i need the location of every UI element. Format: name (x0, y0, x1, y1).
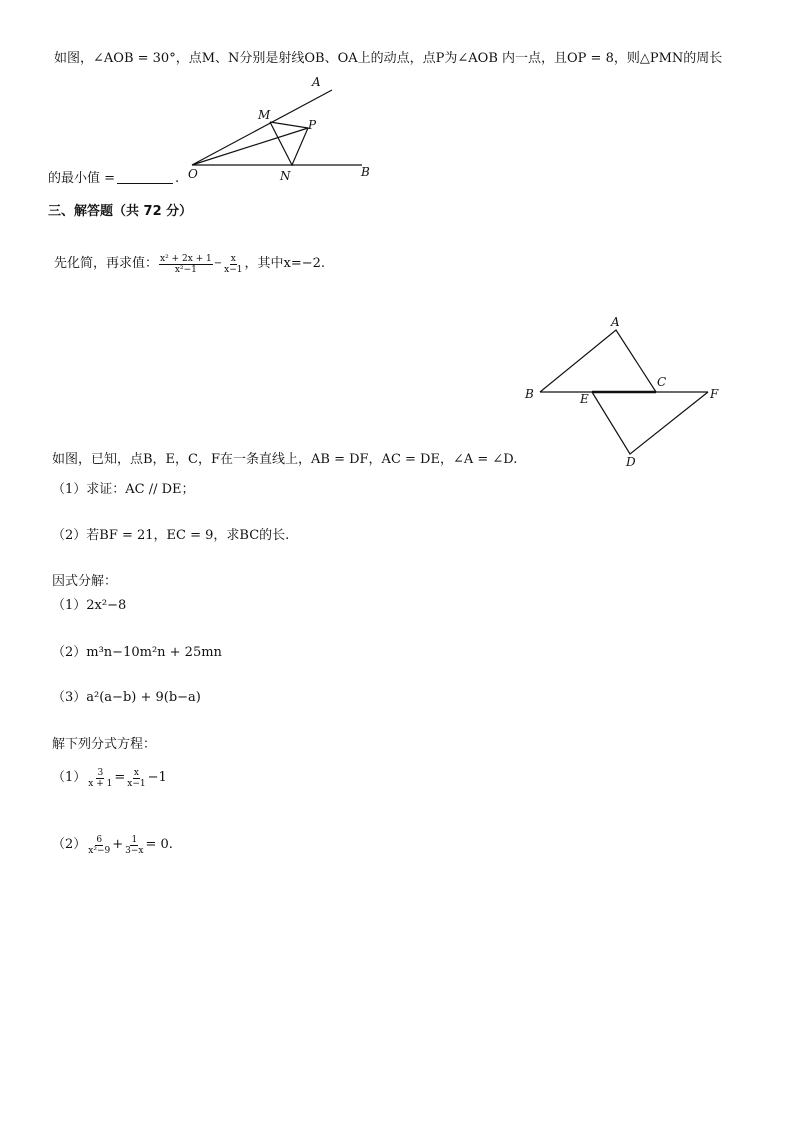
label-p: P (308, 118, 317, 132)
question-5-title: 解下列分式方程： (52, 737, 157, 752)
q5-p2-f2-numerator: 1 (131, 834, 138, 845)
question-4-part-3: （3）a²(a−b) + 9(b−a) (52, 690, 201, 705)
q5-p1-f2-denominator: x−1 (127, 778, 146, 789)
question-1-period: . (175, 171, 180, 186)
question-1-answer-line (48, 171, 179, 187)
label-a: A (312, 75, 321, 89)
label-b: B (361, 165, 370, 179)
q5-p2-plus: + (112, 837, 124, 852)
q5-p1-equals: = (114, 770, 126, 785)
fraction-2-denominator: x−1 (224, 264, 243, 275)
triangle-pmn (270, 122, 308, 165)
fraction-2 (223, 254, 243, 275)
q5-p2-tail: = 0. (145, 837, 173, 852)
q5-p1-f1-numerator: 3 (97, 767, 104, 778)
fraction-1-denominator: x²−1 (174, 264, 197, 275)
triangle-abc (540, 330, 656, 392)
q5-p1-tail: −1 (147, 770, 167, 785)
q5-p1-f2-numerator: x (133, 767, 139, 778)
label-b2: B (525, 387, 534, 401)
label-n: N (280, 169, 291, 183)
label-f2: F (710, 387, 719, 401)
q5-p2-fraction-1 (87, 835, 111, 856)
label-e2: E (580, 392, 589, 406)
q5-p2-fraction-2 (124, 835, 144, 856)
question-3-part-1: （1）求证：AC // DE； (52, 482, 195, 497)
minus-sign: − (213, 258, 223, 269)
figure-angle-aob (180, 72, 380, 184)
label-c2: C (657, 375, 667, 389)
q5-p2-f1-numerator: 6 (96, 834, 103, 845)
triangle-def (592, 392, 708, 454)
question-1-text: 如图，∠AOB = 30°，点M、N分别是射线OB、OA上的动点，点P为∠AOB 内一点，且OP = 8，则△PMN的周长 (54, 51, 723, 66)
question-3-stem: 如图，已知，点B，E，C，F在一条直线上，AB = DF，AC = DE，∠A = ∠D. (52, 452, 518, 467)
section-heading: 三、解答题（共 72 分） (48, 204, 193, 219)
q5-p1-f1-denominator: x + 1 (88, 778, 113, 789)
fraction-1-numerator: x² + 2x + 1 (160, 253, 212, 264)
question-4-title: 因式分解： (52, 574, 118, 589)
fraction-1 (159, 254, 213, 275)
q5-p1-label: （1） (52, 770, 87, 785)
figure-triangles (518, 312, 728, 472)
label-o: O (188, 167, 198, 181)
label-d2: D (626, 455, 636, 469)
fraction-2-numerator: x (230, 253, 236, 264)
q5-p1-fraction-1 (87, 768, 113, 789)
q5-p2-f2-denominator: 3−x (125, 845, 144, 856)
question-2-prefix: 先化简，再求值： (54, 256, 159, 271)
q5-p1-fraction-2 (126, 768, 146, 789)
question-1-tail: 的最小值 = (48, 171, 116, 186)
label-a2: A (611, 315, 620, 329)
question-5-part-2 (52, 831, 173, 859)
question-3-part-2: （2）若BF = 21，EC = 9，求BC的长. (52, 528, 290, 543)
answer-blank[interactable] (117, 171, 173, 184)
label-m: M (258, 108, 271, 122)
question-2 (54, 251, 325, 277)
q5-p2-f1-denominator: x²−9 (88, 845, 111, 856)
question-4-part-1: （1）2x²−8 (52, 598, 127, 613)
question-2-suffix: ，其中x=−2. (244, 256, 326, 271)
q5-p2-label: （2） (52, 837, 87, 852)
question-4-part-2: （2）m³n−10m²n + 25mn (52, 645, 222, 660)
question-5-part-1 (52, 764, 167, 792)
